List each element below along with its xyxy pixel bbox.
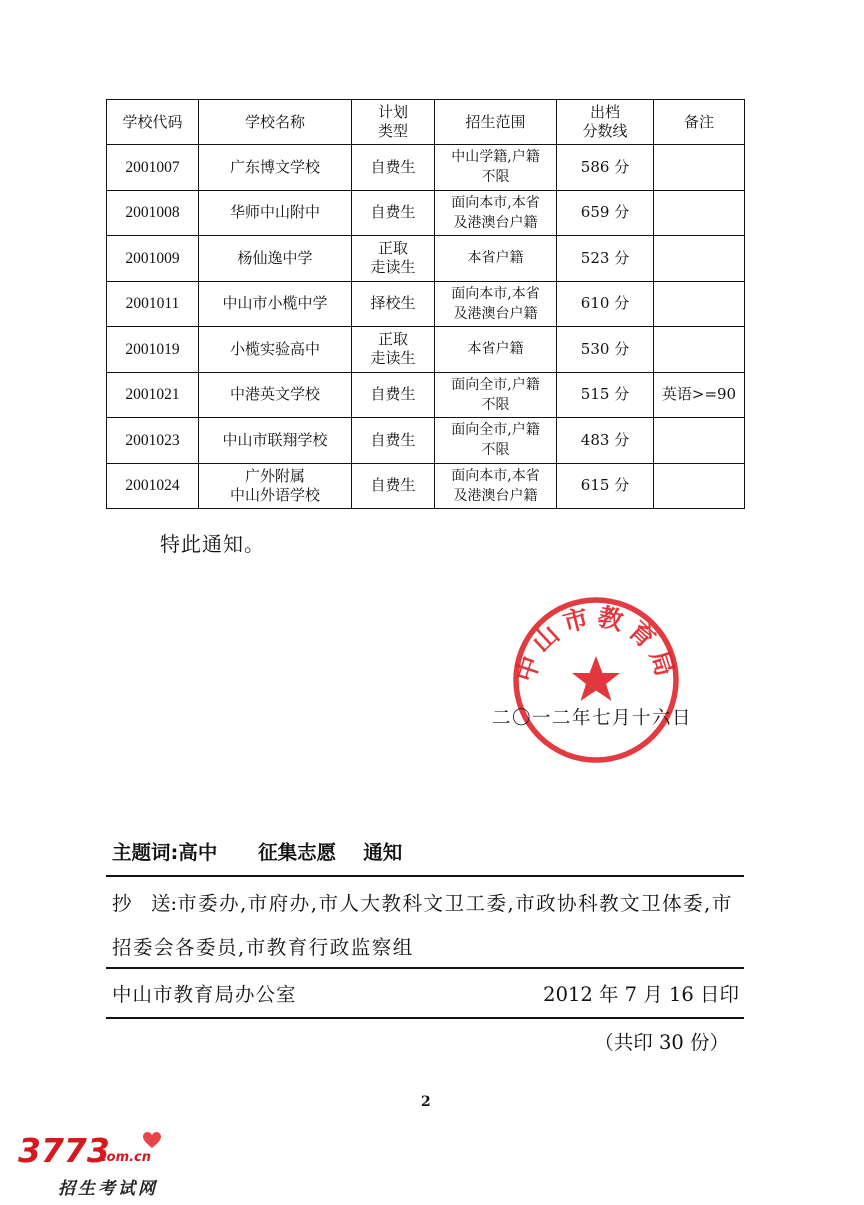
cell-cutoff-score: 659 分 [557, 190, 654, 236]
seal-text: 中山市教育局 [510, 601, 682, 686]
cell-enrollment-scope: 面向本市,本省 及港澳台户籍 [435, 190, 557, 236]
cell-school-code: 2001019 [107, 327, 199, 373]
header-note: 备注 [654, 100, 745, 145]
table-row [107, 418, 745, 464]
cell-note [654, 236, 745, 282]
table-row [107, 463, 745, 509]
cell-cutoff-score: 586 分 [557, 145, 654, 191]
printed-date: 2012 年 7 月 16 日印 [543, 983, 739, 1006]
cell-school-name: 广东博文学校 [199, 145, 352, 191]
keyword-item: 征集志愿 [258, 841, 337, 864]
cell-school-name: 中港英文学校 [199, 372, 352, 418]
cell-cutoff-score: 615 分 [557, 463, 654, 509]
heart-icon [142, 1131, 162, 1149]
cell-note [654, 145, 745, 191]
site-watermark-logo [18, 1131, 178, 1201]
logo-number: 3773 [18, 1131, 110, 1170]
cell-enrollment-scope: 本省户籍 [435, 236, 557, 282]
cell-note [654, 463, 745, 509]
cell-school-name: 中山市小榄中学 [199, 281, 352, 327]
cell-plan-type: 自费生 [352, 145, 435, 191]
divider-top [106, 875, 744, 877]
header-cutoff-score: 出档 分数线 [557, 100, 654, 145]
cell-school-code: 2001024 [107, 463, 199, 509]
cell-note [654, 190, 745, 236]
table-row [107, 236, 745, 282]
admission-score-table [106, 99, 745, 509]
keywords-label: 主题词: [112, 841, 179, 864]
cell-cutoff-score: 523 分 [557, 236, 654, 282]
cell-school-code: 2001008 [107, 190, 199, 236]
header-school-code: 学校代码 [107, 100, 199, 145]
cell-enrollment-scope: 本省户籍 [435, 327, 557, 373]
cc-list: 市委办,市府办,市人大教科文卫工委,市政协科教文卫体委,市招委会各委员,市教育行政监察组 [112, 892, 733, 959]
cc-label: 抄 送: [112, 892, 178, 915]
cell-school-name: 华师中山附中 [199, 190, 352, 236]
seal-star [572, 656, 620, 701]
cell-school-name: 小榄实验高中 [199, 327, 352, 373]
cell-school-name: 中山市联翔学校 [199, 418, 352, 464]
cell-school-name: 广外附属 中山外语学校 [199, 463, 352, 509]
cell-school-code: 2001007 [107, 145, 199, 191]
official-seal [508, 592, 684, 768]
copy-to-recipients [112, 882, 744, 970]
cell-plan-type: 自费生 [352, 190, 435, 236]
cell-school-code: 2001009 [107, 236, 199, 282]
page-number: 2 [421, 1094, 431, 1110]
cell-school-code: 2001023 [107, 418, 199, 464]
seal-graphic [508, 592, 684, 768]
cell-plan-type: 自费生 [352, 418, 435, 464]
cell-enrollment-scope: 面向全市,户籍 不限 [435, 372, 557, 418]
cell-plan-type: 自费生 [352, 463, 435, 509]
header-enrollment-scope: 招生范围 [435, 100, 557, 145]
keyword-item: 高中 [178, 841, 218, 864]
cell-school-code: 2001011 [107, 281, 199, 327]
logo-domain: .com.cn [94, 1150, 152, 1165]
cell-cutoff-score: 483 分 [557, 418, 654, 464]
header-plan-type: 计划 类型 [352, 100, 435, 145]
issue-date: 二〇一二年七月十六日 [492, 708, 693, 729]
cell-enrollment-scope: 面向全市,户籍 不限 [435, 418, 557, 464]
cell-note [654, 327, 745, 373]
cell-plan-type: 正取 走读生 [352, 327, 435, 373]
cell-note [654, 418, 745, 464]
cell-enrollment-scope: 面向本市,本省 及港澳台户籍 [435, 281, 557, 327]
keyword-item: 通知 [363, 841, 403, 864]
table-row [107, 145, 745, 191]
header-school-name: 学校名称 [199, 100, 352, 145]
table-row [107, 281, 745, 327]
cell-note: 英语>=90 [654, 372, 745, 418]
table-row [107, 327, 745, 373]
cell-school-name: 杨仙逸中学 [199, 236, 352, 282]
cell-note [654, 281, 745, 327]
cell-cutoff-score: 515 分 [557, 372, 654, 418]
cell-plan-type: 择校生 [352, 281, 435, 327]
cell-plan-type: 自费生 [352, 372, 435, 418]
cell-cutoff-score: 530 分 [557, 327, 654, 373]
cell-enrollment-scope: 面向本市,本省 及港澳台户籍 [435, 463, 557, 509]
logo-subtitle: 招生考试网 [58, 1179, 158, 1199]
cell-plan-type: 正取 走读生 [352, 236, 435, 282]
table-header-row [107, 100, 745, 145]
issuing-office: 中山市教育局办公室 [112, 983, 297, 1006]
table-row [107, 190, 745, 236]
cell-enrollment-scope: 中山学籍,户籍 不限 [435, 145, 557, 191]
table-row [107, 372, 745, 418]
subject-keywords [112, 837, 402, 865]
copies-count: （共印 30 份） [594, 1031, 729, 1054]
cell-cutoff-score: 610 分 [557, 281, 654, 327]
cell-school-code: 2001021 [107, 372, 199, 418]
notice-text: 特此通知。 [160, 532, 265, 556]
divider-middle [106, 967, 744, 969]
divider-bottom [106, 1017, 744, 1019]
